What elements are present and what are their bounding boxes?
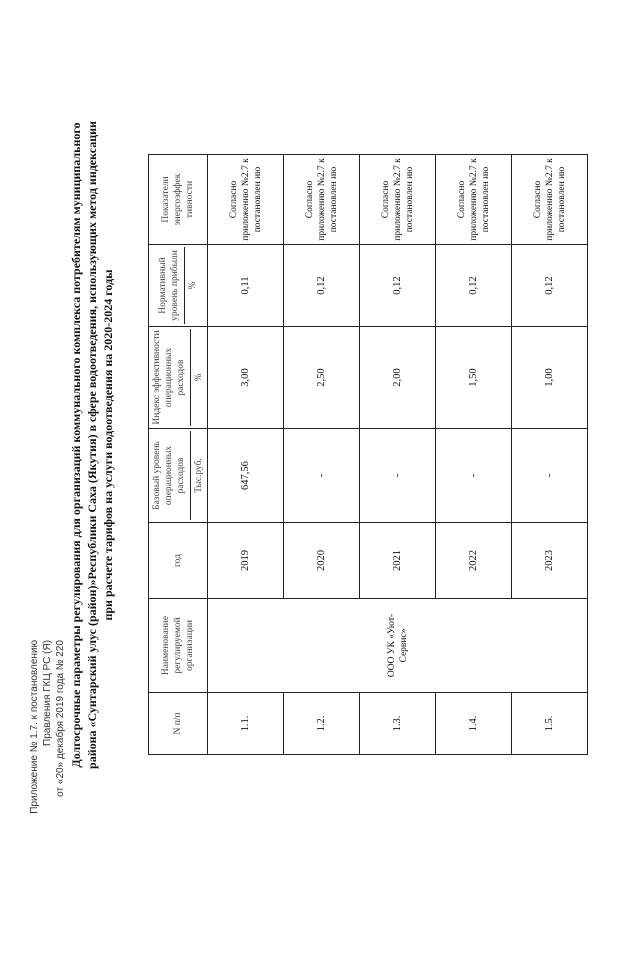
header-energy: Показатели энергоэффек тивности bbox=[149, 155, 208, 245]
row-year: 2021 bbox=[360, 523, 436, 599]
title-line: при расчете тарифов на услуги водоотведения на 2020-2024 годы bbox=[101, 269, 115, 621]
org-name-cell: ООО УК «Уют-Сервис» bbox=[208, 599, 588, 693]
row-index: 1,00 bbox=[512, 327, 588, 429]
row-profit: 0,12 bbox=[360, 245, 436, 327]
header-index-unit: % bbox=[190, 329, 205, 426]
row-base: - bbox=[284, 429, 360, 523]
row-note: Согласно приложению №2.7 к постановлен ию bbox=[512, 155, 588, 245]
row-year: 2023 bbox=[512, 523, 588, 599]
header-index bbox=[149, 327, 208, 429]
header-index-label: Индекс эффективности операционных расходов bbox=[152, 330, 186, 425]
row-year: 2020 bbox=[284, 523, 360, 599]
appendix-line: Приложение № 1.7. к постановлению bbox=[29, 640, 40, 814]
table-header-row bbox=[149, 155, 208, 755]
header-num: N п/п bbox=[149, 693, 208, 755]
row-base: - bbox=[512, 429, 588, 523]
row-profit: 0,11 bbox=[208, 245, 284, 327]
row-index: 2,00 bbox=[360, 327, 436, 429]
row-num: 1.4. bbox=[436, 693, 512, 755]
row-index: 2,50 bbox=[284, 327, 360, 429]
header-profit bbox=[149, 245, 208, 327]
row-note: Согласно приложению №2.7 к постановлен ию bbox=[360, 155, 436, 245]
row-profit: 0,12 bbox=[512, 245, 588, 327]
document-title bbox=[68, 45, 116, 845]
row-base: - bbox=[360, 429, 436, 523]
row-num: 1.5. bbox=[512, 693, 588, 755]
row-year: 2022 bbox=[436, 523, 512, 599]
row-profit: 0,12 bbox=[436, 245, 512, 327]
row-num: 1.3. bbox=[360, 693, 436, 755]
appendix-reference bbox=[28, 640, 67, 970]
row-base: 647,56 bbox=[208, 429, 284, 523]
header-org: Наименование регулируемой организации bbox=[149, 599, 208, 693]
parameters-table bbox=[148, 154, 588, 755]
row-index: 3,00 bbox=[208, 327, 284, 429]
header-profit-label: Нормативный уровень прибыли bbox=[158, 250, 180, 321]
header-base-level bbox=[149, 429, 208, 523]
table-row bbox=[208, 155, 284, 755]
appendix-line: от «20» декабря 2019 года № 220 bbox=[55, 640, 66, 797]
header-base-unit: Тыс.руб. bbox=[190, 431, 205, 520]
row-index: 1,50 bbox=[436, 327, 512, 429]
row-note: Согласно приложению №2.7 к постановлен ию bbox=[436, 155, 512, 245]
header-year: год bbox=[149, 523, 208, 599]
row-base: - bbox=[436, 429, 512, 523]
title-line: Долгосрочные параметры регулирования для организаций коммунального комплекса потребителям муниципального bbox=[69, 122, 83, 768]
header-base-label: Базовый уровень операционных расходов bbox=[152, 441, 186, 510]
row-year: 2019 bbox=[208, 523, 284, 599]
appendix-line: Правления ГКЦ РС (Я) bbox=[42, 640, 53, 746]
row-profit: 0,12 bbox=[284, 245, 360, 327]
row-note: Согласно приложению №2.7 к постановлен ию bbox=[284, 155, 360, 245]
row-num: 1.2. bbox=[284, 693, 360, 755]
row-num: 1.1. bbox=[208, 693, 284, 755]
title-line: района «Сунтарский улус (район)»Республики Саха (Якутия) в сфере водоотведения, использующих метод индексации bbox=[85, 121, 99, 769]
row-note: Согласно приложению №2.7 к постановлен ию bbox=[208, 155, 284, 245]
header-profit-unit: % bbox=[184, 247, 199, 324]
